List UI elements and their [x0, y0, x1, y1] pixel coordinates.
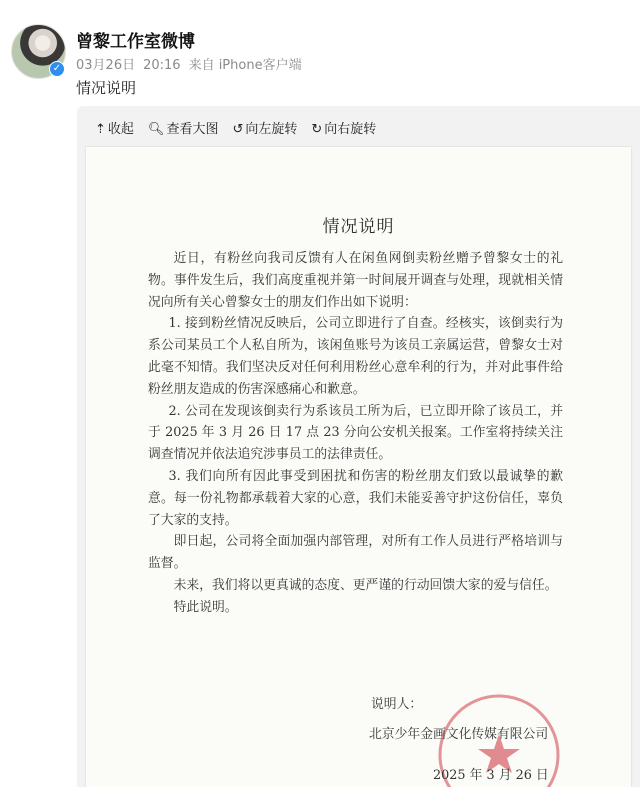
image-toolbar: [95, 118, 376, 138]
rotate-right-label: 向右旋转: [324, 122, 377, 137]
rotate-right-icon: ↻: [311, 122, 323, 137]
document-title: 情况说明: [322, 217, 395, 237]
verified-badge-icon: ✓: [49, 61, 65, 77]
rotate-right-button[interactable]: [311, 118, 376, 138]
document-paragraph: 近日，有粉丝向我司反馈有人在闲鱼网倒卖粉丝赠予曾黎女士的礼物。事件发生后，我们高度重视并第一时间展开调查与处理，现就相关情况向所有关心曾黎女士的朋友们作出如下说明：: [148, 251, 563, 310]
statement-image[interactable]: [86, 147, 631, 787]
post-time: 20:16: [143, 58, 181, 73]
rotate-left-icon: ↺: [232, 122, 244, 137]
document-paragraph: 3. 我们向所有因此事受到困扰和伤害的粉丝朋友们致以最诚挚的歉意。每一份礼物都承载着大家的心意，我们未能妥善守护这份信任，辜负了大家的支持。: [148, 468, 563, 528]
document-paragraph: 2. 公司在发现该倒卖行为系该员工所为后，已立即开除了该员工，并于 2025 年 3 月 26 日 17 点 23 分向公安机关报案。工作室将持续关注调查情况并依法追究涉事员工的法律责任。: [148, 403, 563, 463]
collapse-button[interactable]: [95, 118, 134, 138]
collapse-up-icon: ⇡: [95, 122, 106, 137]
signature-label: 说明人：: [371, 697, 423, 712]
rotate-left-label: 向左旋转: [245, 122, 298, 137]
document-paragraph: 未来，我们将以更真诚的态度、更严谨的行动回馈大家的爱与信任。: [173, 577, 558, 593]
view-large-label: 查看大图: [166, 122, 219, 137]
rotate-left-button[interactable]: [232, 118, 297, 138]
document-body: [148, 248, 563, 619]
view-large-button[interactable]: [148, 118, 219, 138]
document-paragraph: 即日起，公司将全面加强内部管理，对所有工作人员进行严格培训与监督。: [148, 534, 563, 572]
post-date: 03月26日: [76, 58, 136, 73]
image-viewer: [77, 106, 640, 787]
signature-date: 2025 年 3 月 26 日: [433, 768, 549, 783]
post-username[interactable]: 曾黎工作室微博: [76, 32, 195, 52]
post-text: 情况说明: [76, 79, 137, 97]
collapse-label: 收起: [107, 122, 134, 137]
signature-company: 北京少年金画文化传媒有限公司: [369, 727, 549, 742]
document-paragraph: 1. 接到粉丝情况反映后，公司立即进行了自查。经核实，该倒卖行为系公司某员工个人私自所为，该闲鱼账号为该员工亲属运营，曾黎女士对此毫不知情。我们坚决反对任何利用粉丝心意牟利的行为，并对此事件给粉丝朋友造成的伤害深感痛心和歉意。: [148, 316, 563, 397]
post-source[interactable]: 来自 iPhone客户端: [188, 58, 302, 73]
post-meta: [76, 54, 310, 73]
document-paragraph: 特此说明。: [173, 599, 238, 615]
magnifier-icon: 🔍︎: [147, 122, 165, 137]
